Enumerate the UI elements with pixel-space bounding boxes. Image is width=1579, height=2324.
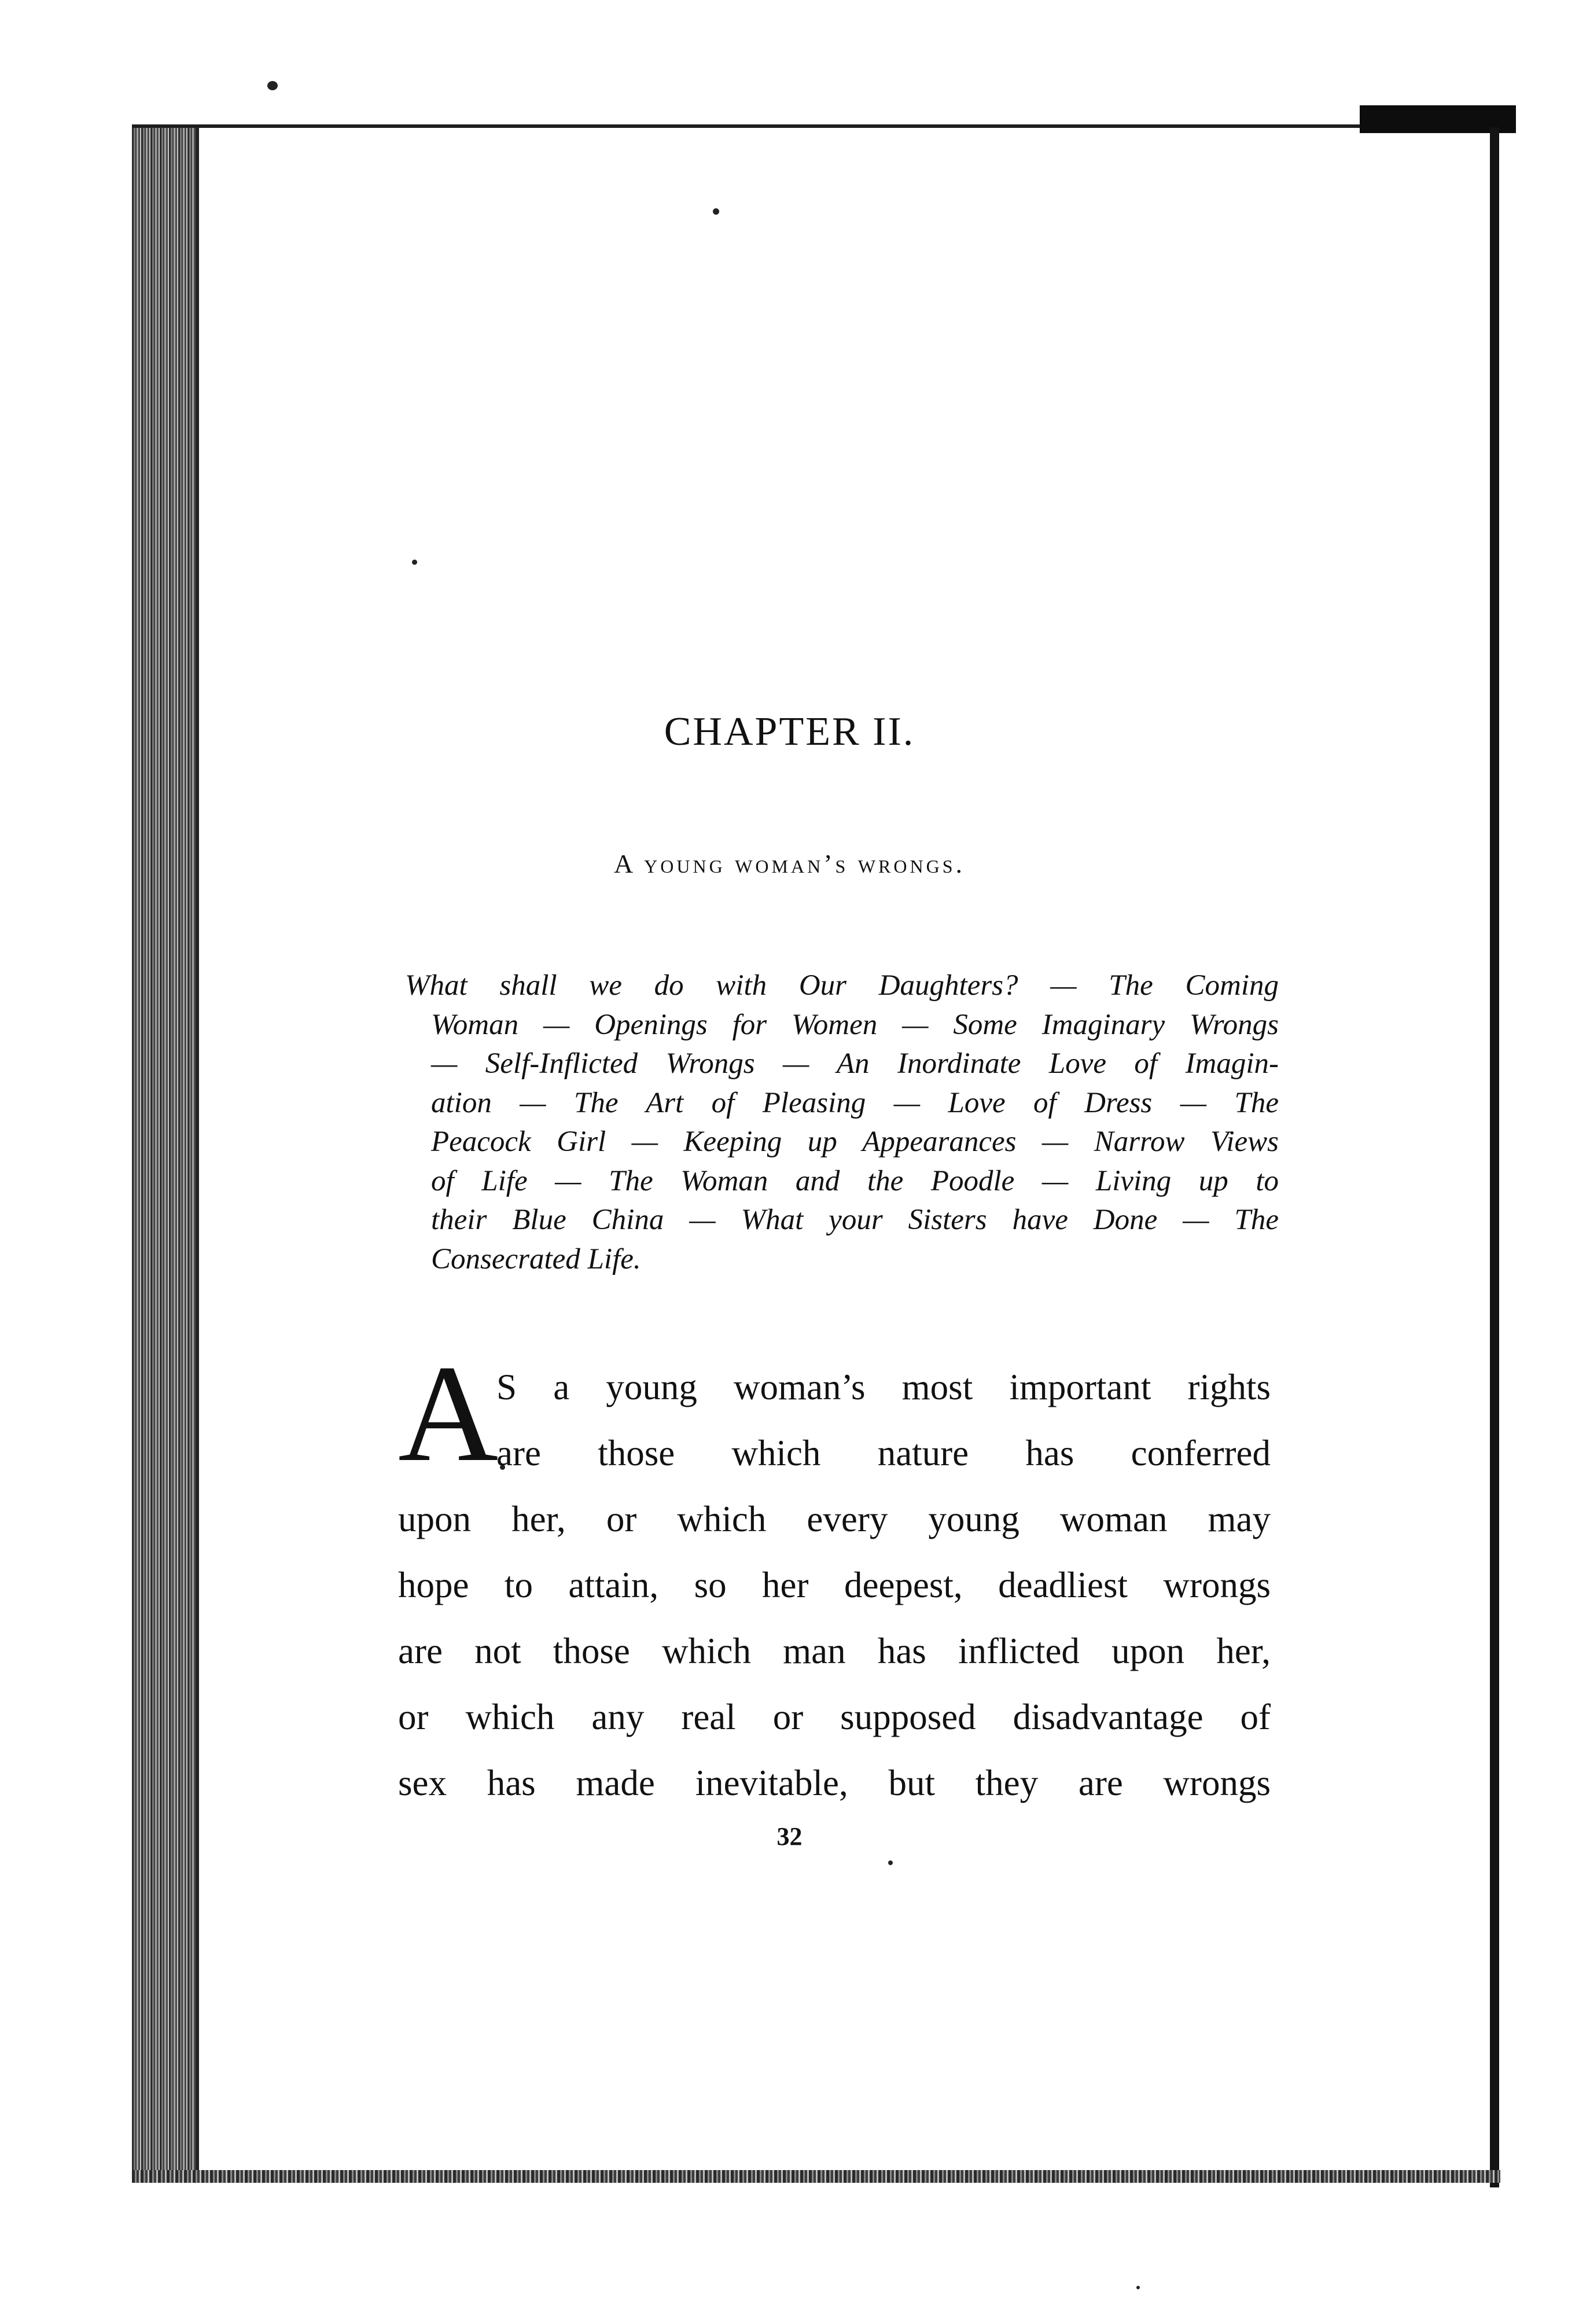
body-line: hope to attain, so her deepest, deadliest wrongs bbox=[398, 1565, 1271, 1605]
body-line: upon her, or which every young woman may bbox=[398, 1499, 1271, 1539]
synopsis-line: ation — The Art of Pleasing — Love of Dress — The bbox=[431, 1086, 1279, 1119]
drop-cap: A bbox=[398, 1336, 499, 1490]
body-line: S a young woman’s most important rights bbox=[496, 1367, 1271, 1407]
body-line: are those which nature has conferred bbox=[496, 1433, 1271, 1473]
scan-speck bbox=[267, 81, 278, 90]
synopsis-line: their Blue China — What your Sisters have Done — The bbox=[431, 1204, 1279, 1236]
chapter-synopsis bbox=[405, 966, 1279, 1279]
page-right-edge bbox=[1490, 127, 1499, 2187]
body-line: are not those which man has inflicted upon her, bbox=[398, 1631, 1271, 1671]
body-line: or which any real or supposed disadvantage of bbox=[398, 1697, 1271, 1737]
scan-speck bbox=[1136, 2286, 1140, 2289]
book-spine-shadow bbox=[132, 124, 196, 2173]
spine-edge-line bbox=[196, 124, 199, 2173]
synopsis-line: Consecrated Life. bbox=[431, 1242, 641, 1275]
synopsis-line: What shall we do with Our Daughters? — The Coming bbox=[405, 969, 1279, 1002]
page-bottom-edge bbox=[132, 2170, 1500, 2183]
synopsis-line: Peacock Girl — Keeping up Appearances — Narrow Views bbox=[431, 1126, 1279, 1158]
scan-speck bbox=[888, 1860, 893, 1865]
synopsis-line: of Life — The Woman and the Poodle — Living up to bbox=[431, 1164, 1279, 1197]
scan-speck bbox=[713, 208, 719, 215]
synopsis-line: Woman — Openings for Women — Some Imaginary Wrongs bbox=[431, 1008, 1279, 1041]
chapter-subtitle: A young woman’s wrongs. bbox=[614, 849, 965, 878]
page-top-edge bbox=[132, 124, 1509, 128]
synopsis-line: — Self-Inflicted Wrongs — An Inordinate Love of Imagin- bbox=[431, 1047, 1279, 1080]
body-line: sex has made inevitable, but they are wrongs bbox=[398, 1763, 1271, 1803]
page-number: 32 bbox=[776, 1822, 803, 1851]
chapter-title: CHAPTER II. bbox=[664, 709, 915, 754]
body-paragraph bbox=[398, 1354, 1271, 1816]
scan-speck bbox=[412, 560, 417, 565]
